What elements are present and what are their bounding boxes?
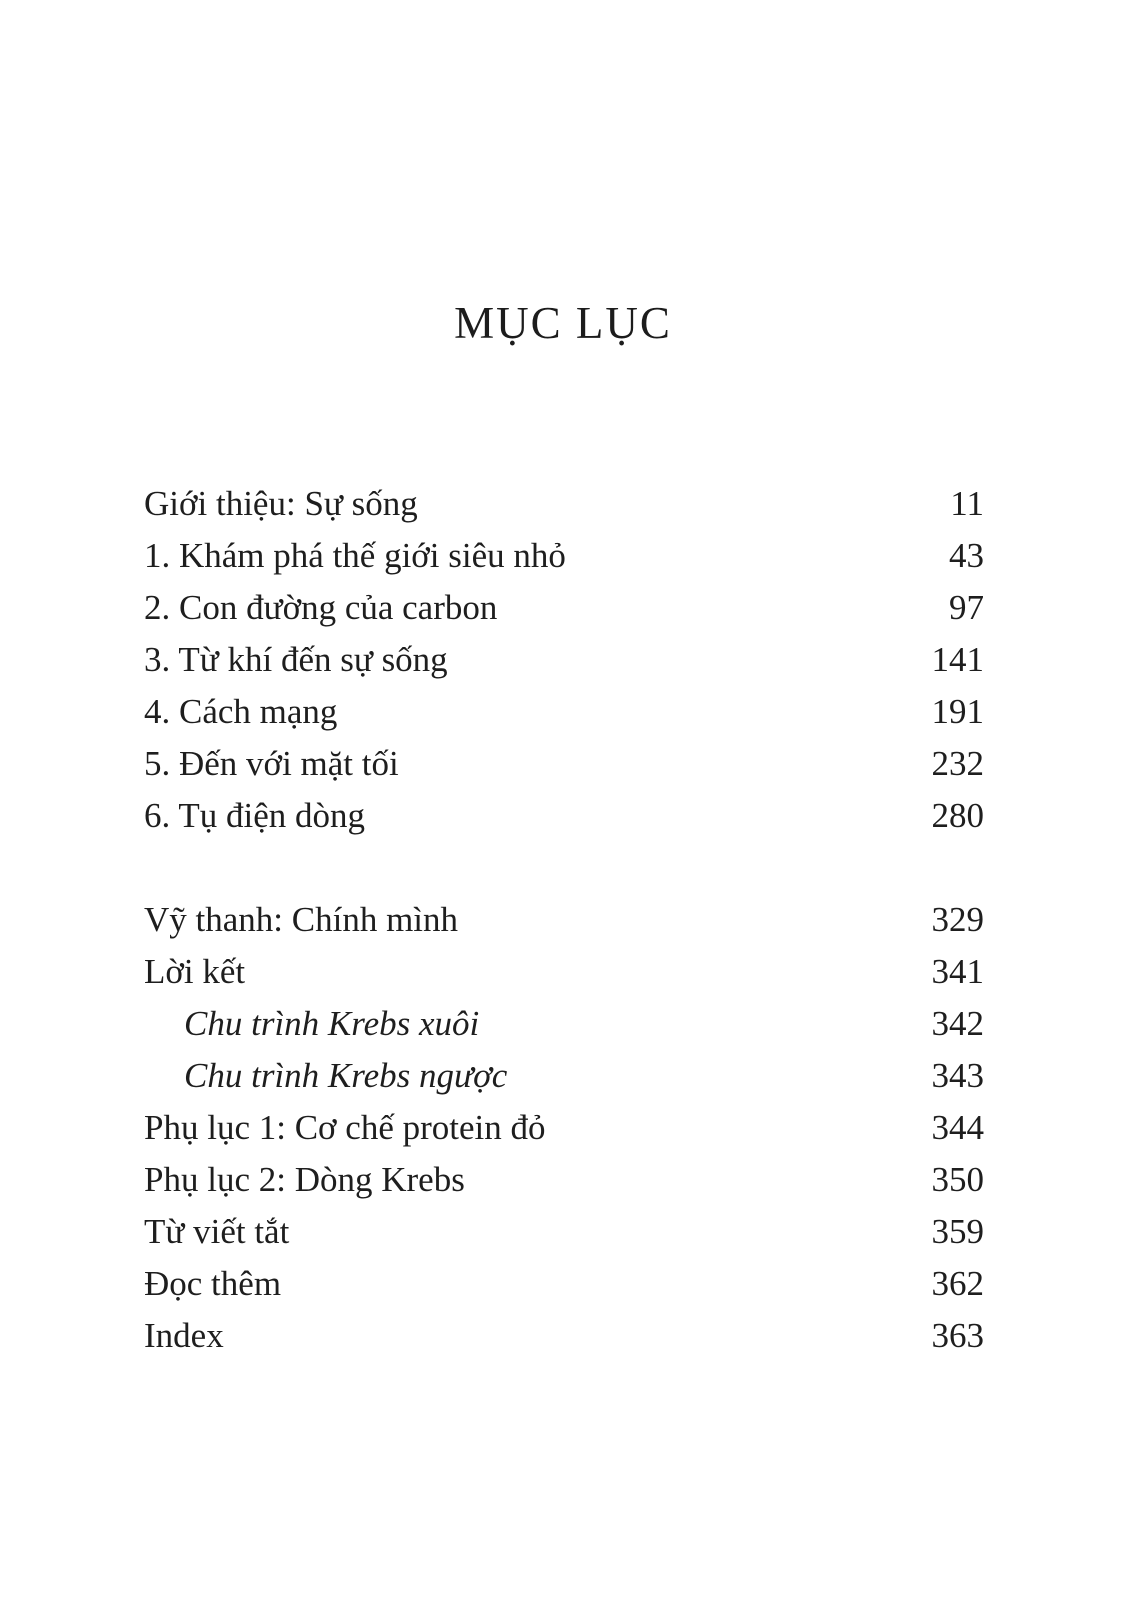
toc-entry bbox=[144, 530, 984, 582]
toc-entry-page: 141 bbox=[931, 640, 984, 679]
toc-entry-page: 11 bbox=[950, 484, 984, 523]
toc-entry-label: Giới thiệu: Sự sống bbox=[144, 484, 418, 523]
toc-entry-page: 280 bbox=[931, 796, 984, 835]
toc-entry bbox=[144, 1102, 984, 1154]
toc-entry bbox=[144, 1310, 984, 1362]
toc-entry-page: 359 bbox=[931, 1212, 984, 1251]
toc-entry-label: 3. Từ khí đến sự sống bbox=[144, 640, 448, 679]
toc-entry-page: 341 bbox=[931, 952, 984, 991]
page-title: MỤC LỤC bbox=[454, 298, 672, 348]
toc-entry-label: Phụ lục 1: Cơ chế protein đỏ bbox=[144, 1108, 546, 1147]
toc-entry-label: 6. Tụ điện dòng bbox=[144, 796, 366, 835]
toc-entry bbox=[144, 1206, 984, 1258]
toc-entry-label: Phụ lục 2: Dòng Krebs bbox=[144, 1160, 465, 1199]
toc-entry bbox=[144, 686, 984, 738]
toc-entry-page: 43 bbox=[949, 536, 984, 575]
toc-entry bbox=[144, 634, 984, 686]
toc-entry bbox=[144, 1258, 984, 1310]
toc-entry bbox=[144, 894, 984, 946]
toc-entry bbox=[144, 998, 984, 1050]
toc-entry-label: Từ viết tắt bbox=[144, 1212, 290, 1251]
table-of-contents bbox=[144, 478, 984, 1362]
toc-entry-page: 191 bbox=[931, 692, 984, 731]
toc-entry-label: 5. Đến với mặt tối bbox=[144, 744, 399, 783]
toc-entry-page: 350 bbox=[931, 1160, 984, 1199]
toc-entry-label: Vỹ thanh: Chính mình bbox=[144, 900, 459, 939]
toc-entry-page: 343 bbox=[931, 1056, 984, 1095]
toc-entry bbox=[144, 946, 984, 998]
toc-entry bbox=[144, 790, 984, 842]
toc-entry-page: 344 bbox=[931, 1108, 984, 1147]
toc-entry-page: 362 bbox=[931, 1264, 984, 1303]
toc-entry-page: 342 bbox=[931, 1004, 984, 1043]
toc-entry bbox=[144, 582, 984, 634]
toc-entry-page: 97 bbox=[949, 588, 984, 627]
toc-entry-label: 1. Khám phá thế giới siêu nhỏ bbox=[144, 536, 566, 575]
toc-entry-page: 329 bbox=[931, 900, 984, 939]
toc-entry-label: Chu trình Krebs ngược bbox=[184, 1056, 508, 1095]
toc-entry-page: 232 bbox=[931, 744, 984, 783]
toc-entry-label: 2. Con đường của carbon bbox=[144, 588, 498, 627]
toc-entry-label: Index bbox=[144, 1316, 224, 1355]
toc-entry-label: Đọc thêm bbox=[144, 1264, 282, 1303]
toc-entry-label: Lời kết bbox=[144, 952, 246, 991]
toc-entry bbox=[144, 1154, 984, 1206]
toc-entry-page: 363 bbox=[931, 1316, 984, 1355]
toc-entry bbox=[144, 738, 984, 790]
toc-entry-label: Chu trình Krebs xuôi bbox=[184, 1004, 480, 1043]
toc-entry bbox=[144, 478, 984, 530]
toc-entry-label: 4. Cách mạng bbox=[144, 692, 338, 731]
toc-entry bbox=[144, 1050, 984, 1102]
